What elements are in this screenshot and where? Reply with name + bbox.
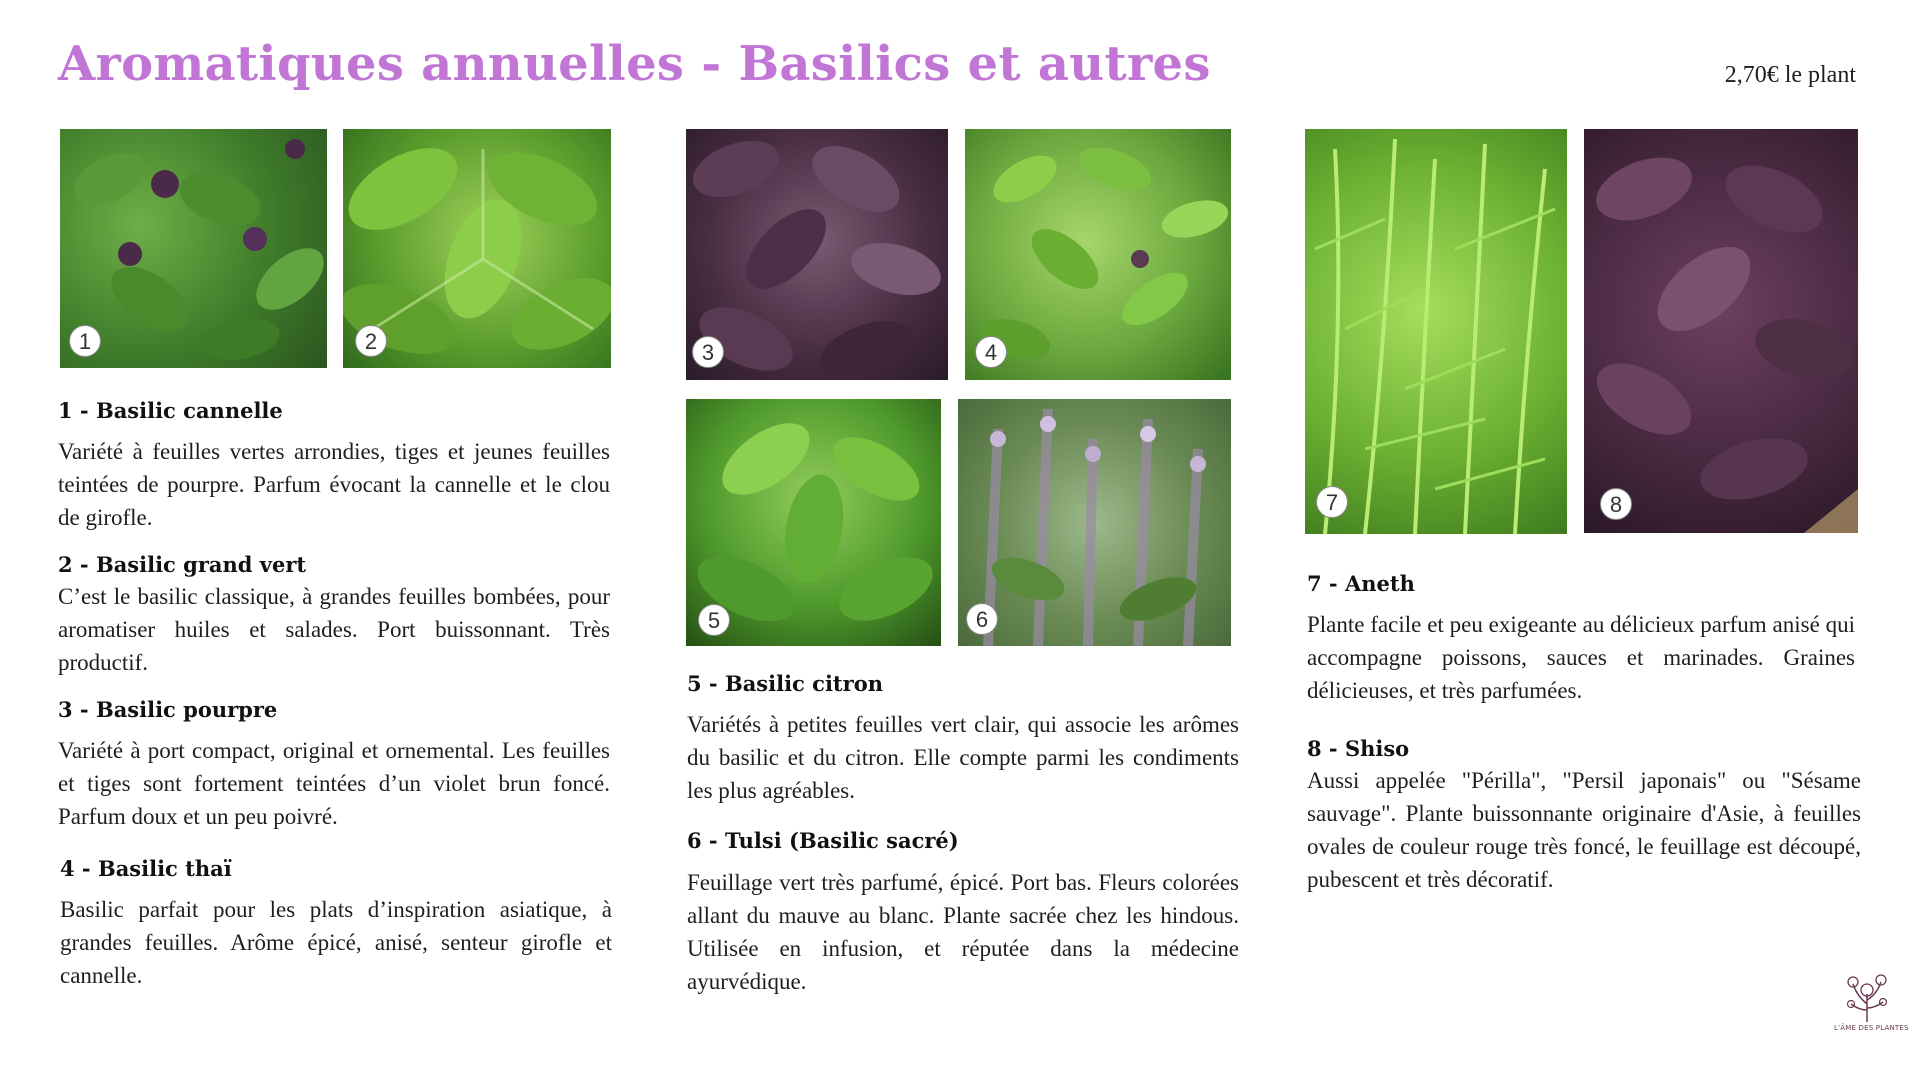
heading-tulsi: 6 - Tulsi (Basilic sacré) [687, 828, 959, 853]
description-basilic-cannelle: Variété à feuilles vertes arrondies, tiges et jeunes feuilles teintées de pourpre. Parfum évocant la cannelle et le clou de girofle. [58, 439, 610, 530]
photo-tulsi [958, 399, 1231, 646]
photo-basilic-cannelle [60, 129, 327, 368]
description-basilic-grand-vert: C’est le basilic classique, à grandes feuilles bombées, pour aromatiser huiles et salades. Port buissonnant. Très productif. [58, 584, 610, 675]
description-basilic-pourpre: Variété à port compact, original et ornemental. Les feuilles et tiges sont fortement teintées d’un violet brun foncé. Parfum doux et un peu poivré. [58, 738, 610, 829]
heading-basilic-cannelle: 1 - Basilic cannelle [58, 398, 283, 423]
description-aneth: Plante facile et peu exigeante au délicieux parfum anisé qui accompagne poissons, sauces et marinades. Graines délicieuses, et très parfumées. [1307, 612, 1855, 703]
photo-shiso [1584, 129, 1858, 533]
logo-text: L'ÂME DES PLANTES [1834, 1024, 1909, 1032]
photo-number-badge: 4 [975, 336, 1007, 368]
photo-number-badge: 8 [1600, 488, 1632, 520]
photo-number-badge: 1 [69, 325, 101, 357]
brand-logo [1834, 970, 1909, 1040]
description-basilic-citron: Variétés à petites feuilles vert clair, qui associe les arômes du basilic et du citron. Elle compte parmi les condiments les plus agréables. [687, 712, 1239, 803]
heading-basilic-thai: 4 - Basilic thaï [60, 856, 232, 881]
heading-aneth: 7 - Aneth [1307, 571, 1415, 596]
photo-number-badge: 5 [698, 604, 730, 636]
description-shiso: Aussi appelée "Périlla", "Persil japonais" ou "Sésame sauvage". Plante buissonnante originaire d'Asie, à feuilles ovales de couleur rouge très foncé, le feuillage est découpé, pubescent et très décoratif. [1307, 768, 1861, 892]
heading-shiso: 8 - Shiso [1307, 736, 1410, 761]
photo-basilic-thai [965, 129, 1231, 380]
photo-number-badge: 2 [355, 325, 387, 357]
photo-basilic-citron [686, 399, 941, 646]
photo-basilic-grand-vert [343, 129, 611, 368]
photo-number-badge: 7 [1316, 486, 1348, 518]
photo-number-badge: 3 [692, 336, 724, 368]
photo-aneth [1305, 129, 1567, 534]
heading-basilic-citron: 5 - Basilic citron [687, 671, 883, 696]
page-title: Aromatiques annuelles - Basilics et autres [58, 36, 1211, 92]
heading-basilic-grand-vert: 2 - Basilic grand vert [58, 552, 307, 577]
price-label: 2,70€ le plant [1724, 62, 1856, 88]
photo-basilic-pourpre [686, 129, 948, 380]
heading-basilic-pourpre: 3 - Basilic pourpre [58, 697, 278, 722]
description-tulsi: Feuillage vert très parfumé, épicé. Port bas. Fleurs colorées allant du mauve au blanc. Plante sacrée chez les hindous. Utilisée en infusion, et réputée dans la médecine ayurvédique. [687, 870, 1239, 994]
photo-number-badge: 6 [966, 603, 998, 635]
plant-logo-icon [1843, 970, 1891, 1024]
description-basilic-thai: Basilic parfait pour les plats d’inspiration asiatique, à grandes feuilles. Arôme épicé, anisé, senteur girofle et cannelle. [60, 897, 612, 988]
